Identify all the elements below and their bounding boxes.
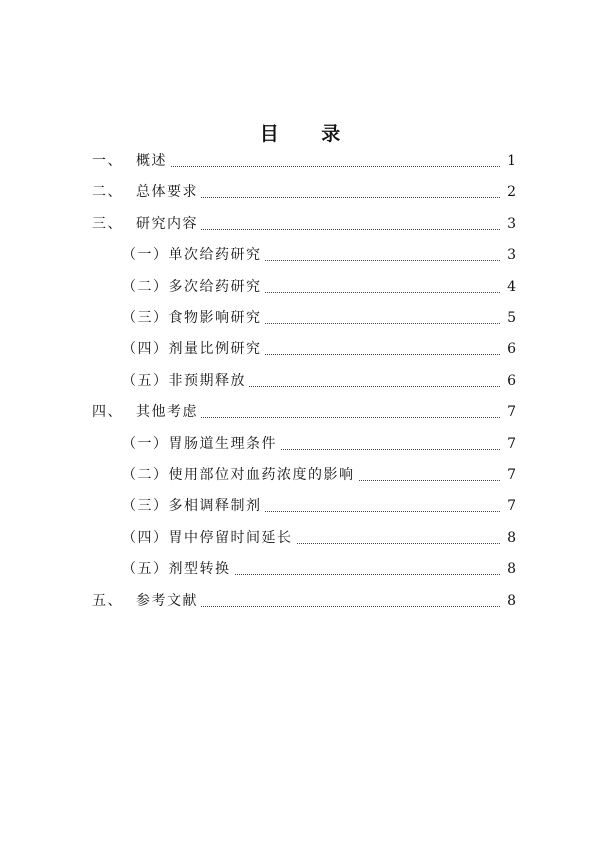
toc-entry-number: 三、 (92, 216, 123, 232)
toc-entry-text: 其他考虑 (136, 404, 198, 420)
toc-entry-page: 6 (507, 341, 516, 357)
toc-entry-text: 单次给药研究 (168, 247, 262, 263)
toc-entry[interactable] (0, 180, 600, 204)
toc-entry-text: 参考文献 (136, 593, 198, 609)
toc-entry-page: 8 (507, 593, 516, 609)
toc-entry-page: 7 (507, 404, 516, 420)
toc-entry-label (122, 526, 296, 550)
toc-entry-number: 二、 (92, 184, 123, 200)
toc-entry-page: 7 (507, 467, 516, 483)
toc-entry-label (122, 337, 265, 361)
toc-entry-number: （二） (122, 279, 169, 295)
toc-entry-text: 多相调释制剂 (168, 498, 262, 514)
toc-entry-label (122, 369, 249, 393)
toc-entry-text: 胃肠道生理条件 (168, 436, 277, 452)
toc-entry[interactable] (0, 526, 600, 550)
toc-entry[interactable] (0, 557, 600, 581)
toc-entry[interactable] (0, 589, 600, 613)
toc-entry-text: 胃中停留时间延长 (168, 530, 293, 546)
toc-entry-label (122, 463, 358, 487)
toc-entry-page: 3 (507, 216, 516, 232)
toc-entry-number: （三） (122, 310, 169, 326)
toc-entry-text: 研究内容 (136, 216, 198, 232)
toc-entry-label (122, 432, 280, 456)
toc-entry[interactable] (0, 212, 600, 236)
toc-entry-number: （三） (122, 498, 169, 514)
toc-entry-label (122, 557, 234, 581)
toc-entry-page: 2 (507, 184, 516, 200)
toc-entry-number: （四） (122, 341, 169, 357)
toc-entry[interactable] (0, 243, 600, 267)
toc-entry[interactable] (0, 275, 600, 299)
toc-entry-text: 非预期释放 (168, 373, 246, 389)
toc-entry-page: 7 (507, 498, 516, 514)
toc-entry-number: 一、 (92, 153, 123, 169)
toc-entry-label (92, 149, 170, 173)
toc-entry-page: 8 (507, 561, 516, 577)
toc-entry-page: 3 (507, 247, 516, 263)
toc-entry-number: 五、 (92, 593, 123, 609)
toc-entry[interactable] (0, 369, 600, 393)
toc-entry-text: 食物影响研究 (168, 310, 262, 326)
toc-entry-text: 总体要求 (136, 184, 198, 200)
toc-entry-number: （一） (122, 247, 169, 263)
toc-entry-text: 剂型转换 (168, 561, 231, 577)
toc-entry-number: （一） (122, 436, 169, 452)
toc-entry-label (92, 589, 201, 613)
toc-entry-label (122, 494, 265, 518)
toc-entry-text: 概述 (136, 153, 167, 169)
toc-entry[interactable] (0, 494, 600, 518)
toc-entry-label (92, 400, 201, 424)
toc-entry-page: 8 (507, 530, 516, 546)
toc-entry[interactable] (0, 400, 600, 424)
toc-entry-page: 7 (507, 436, 516, 452)
toc-entry-text: 使用部位对血药浓度的影响 (168, 467, 355, 483)
toc-entry[interactable] (0, 306, 600, 330)
toc-entry-number: 四、 (92, 404, 123, 420)
toc-entry[interactable] (0, 463, 600, 487)
toc-entry-text: 剂量比例研究 (168, 341, 262, 357)
toc-entry-label (92, 212, 201, 236)
toc-entry-page: 4 (507, 279, 516, 295)
toc-entry-number: （二） (122, 467, 169, 483)
toc-entry-number: （四） (122, 530, 169, 546)
toc-entry-label (122, 243, 265, 267)
toc-entry-page: 1 (507, 153, 516, 169)
toc-entry-number: （五） (122, 561, 169, 577)
toc-entry-label (122, 275, 265, 299)
toc-entry-page: 6 (507, 373, 516, 389)
toc-entry[interactable] (0, 149, 600, 173)
toc-entry[interactable] (0, 432, 600, 456)
toc-entry-number: （五） (122, 373, 169, 389)
toc-entry-label (122, 306, 265, 330)
toc-entry-label (92, 180, 201, 204)
toc-entry-text: 多次给药研究 (168, 279, 262, 295)
toc-entry-page: 5 (507, 310, 516, 326)
toc-entry[interactable] (0, 337, 600, 361)
toc-title: 目 录 (259, 123, 359, 145)
